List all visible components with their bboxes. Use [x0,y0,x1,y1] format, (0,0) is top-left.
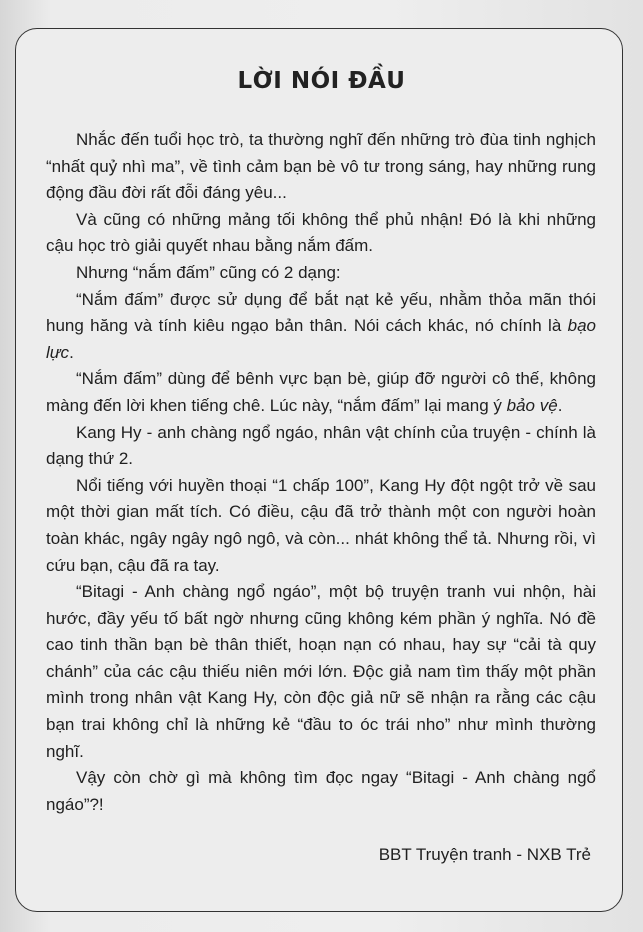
paragraph: “Bitagi - Anh chàng ngổ ngáo”, một bộ truyện tranh vui nhộn, hài hước, đầy yếu tố bất ngờ nhưng cũng không kém phần ý nghĩa. Nó đề cao tinh thần bạn bè thân thiết, hoạn nạn có nhau, hay sự “cải tà quy chánh” của các cậu thiếu niên mới lớn. Độc giả nam tìm thấy một phần mình trong nhân vật Kang Hy, còn độc giả nữ sẽ nhận ra rằng các cậu bạn trai không chỉ là những kẻ “đầu to óc trái nho” như mình thường nghĩ. [46,582,596,761]
emphasis-violence: bạo lực [46,316,596,362]
emphasis-protect: bảo vệ [506,395,558,415]
paragraph: “Nắm đấm” dùng để bênh vực bạn bè, giúp đỡ người cô thế, không màng đến lời khen tiếng chê. Lúc này, “nắm đấm” lại mang ý bảo vệ. [46,369,596,415]
paragraph: Nhắc đến tuổi học trò, ta thường nghĩ đến những trò đùa tinh nghịch “nhất quỷ nhì ma”, về tình cảm bạn bè vô tư trong sáng, hay những rung động đầu đời rất đỗi đáng yêu... [46,130,596,203]
paragraph: Vậy còn chờ gì mà không tìm đọc ngay “Bitagi - Anh chàng ngổ ngáo”?! [46,768,596,814]
signature: BBT Truyện tranh - NXB Trẻ [378,845,591,864]
foreword-body [46,127,596,818]
page-title: LỜI NÓI ĐẦU [237,68,406,94]
paragraph: Nổi tiếng với huyền thoại “1 chấp 100”, Kang Hy đột ngột trở về sau một thời gian mất tích. Có điều, cậu đã trở thành một con người hoàn toàn khác, ngây ngây ngô ngô, và còn... nhát không thể tả. Nhưng rồi, vì cứu bạn, cậu đã ra tay. [46,475,596,575]
paragraph: Kang Hy - anh chàng ngổ ngáo, nhân vật chính của truyện - chính là dạng thứ 2. [46,422,596,469]
paragraph: Nhưng “nắm đấm” cũng có 2 dạng: [76,262,341,282]
paragraph: Và cũng có những mảng tối không thể phủ nhận! Đó là khi những cậu học trò giải quyết nhau bằng nắm đấm. [46,209,596,256]
paragraph: “Nắm đấm” được sử dụng để bắt nạt kẻ yếu, nhằm thỏa mãn thói hung hăng và tính kiêu ngạo bản thân. Nói cách khác, nó chính là bạo lực. [46,289,596,362]
